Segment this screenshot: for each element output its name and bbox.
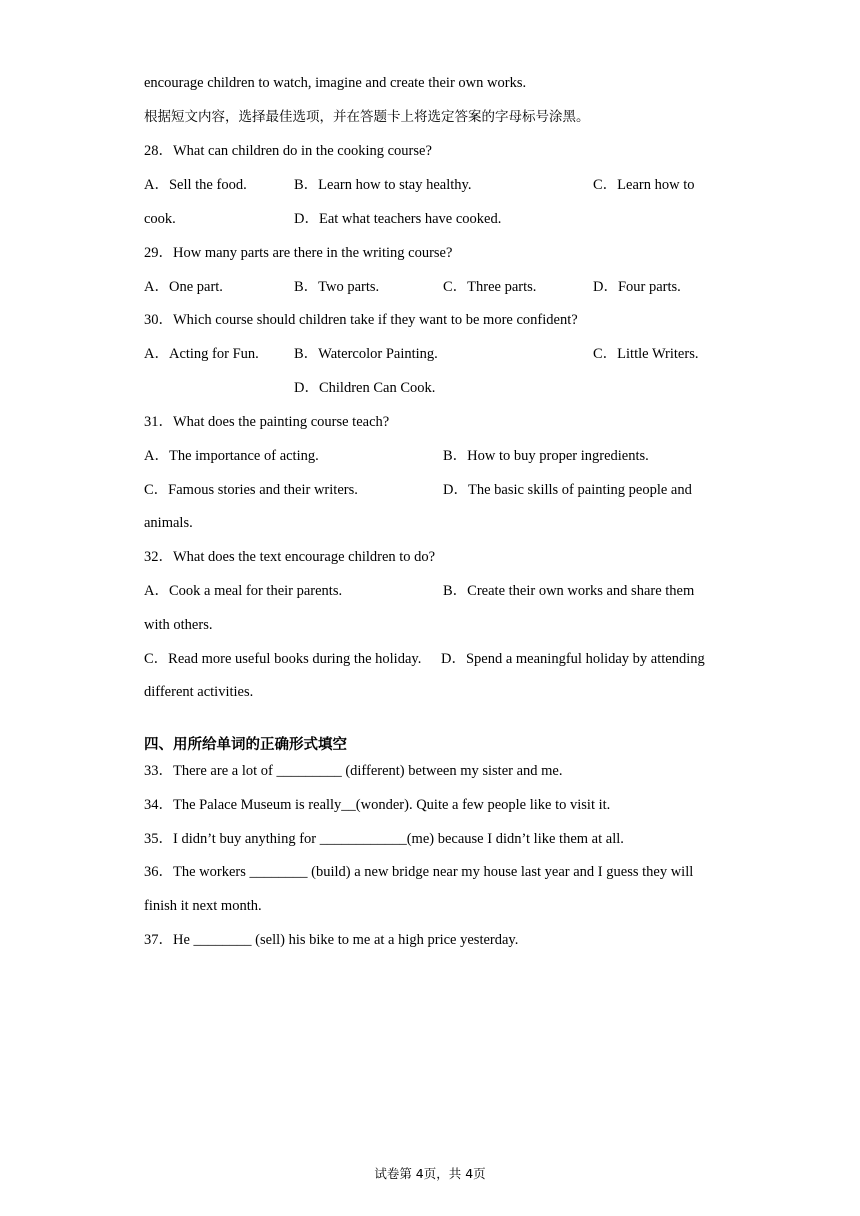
section-4-title: 四、用所给单词的正确形式填空	[144, 737, 347, 753]
question-31-option-a: A．The importance of acting.	[144, 448, 319, 464]
question-30-option-d: D．Children Can Cook.	[294, 380, 436, 396]
question-30-option-b: B．Watercolor Painting.	[294, 346, 438, 362]
question-29-stem: 29．How many parts are there in the writing course?	[144, 245, 453, 261]
question-31-option-d-continued: animals.	[144, 515, 193, 531]
question-36-continued: finish it next month.	[144, 898, 262, 914]
question-32-option-a: A．Cook a meal for their parents.	[144, 583, 343, 599]
question-32-option-b-continued: with others.	[144, 617, 213, 633]
question-29-option-b: B．Two parts.	[294, 279, 380, 295]
question-28-stem: 28．What can children do in the cooking course?	[144, 143, 432, 159]
question-31-option-b: B．How to buy proper ingredients.	[443, 448, 649, 464]
question-32-option-c: C．Read more useful books during the holiday.	[144, 651, 422, 667]
reading-instruction: 根据短文内容，选择最佳选项，并在答题卡上将选定答案的字母标号涂黑。	[144, 109, 590, 125]
question-28-option-d: D．Eat what teachers have cooked.	[294, 211, 502, 227]
question-32-stem: 32．What does the text encourage children to do?	[144, 549, 436, 565]
question-28-option-a: A．Sell the food.	[144, 177, 247, 193]
question-36: 36．The workers ________ (build) a new bridge near my house last year and I guess they will	[144, 864, 694, 880]
question-32-option-d-continued: different activities.	[144, 684, 254, 700]
question-32-option-b: B．Create their own works and share them	[443, 583, 695, 599]
question-34: 34．The Palace Museum is really__(wonder). Quite a few people like to visit it.	[144, 797, 611, 813]
page-footer: 试卷第 4页，共 4页	[374, 1166, 486, 1181]
question-30-option-a: A．Acting for Fun.	[144, 346, 259, 362]
question-29-option-c: C．Three parts.	[443, 279, 537, 295]
question-37: 37．He ________ (sell) his bike to me at a high price yesterday.	[144, 932, 519, 948]
question-32-option-d: D．Spend a meaningful holiday by attending	[441, 651, 705, 667]
question-31-stem: 31．What does the painting course teach?	[144, 414, 390, 430]
question-35: 35．I didn’t buy anything for ____________(me) because I didn’t like them at all.	[144, 831, 624, 847]
question-30-option-c: C．Little Writers.	[593, 346, 699, 362]
question-31-option-c: C．Famous stories and their writers.	[144, 482, 358, 498]
question-28-option-c-continued: cook.	[144, 211, 176, 227]
passage-last-line: encourage children to watch, imagine and create their own works.	[144, 75, 527, 91]
question-31-option-d: D．The basic skills of painting people and	[443, 482, 692, 498]
question-29-option-d: D．Four parts.	[593, 279, 681, 295]
question-33: 33．There are a lot of _________ (different) between my sister and me.	[144, 763, 563, 779]
question-28-option-c: C．Learn how to	[593, 177, 695, 193]
question-28-option-b: B．Learn how to stay healthy.	[294, 177, 472, 193]
question-30-stem: 30．Which course should children take if they want to be more confident?	[144, 312, 578, 328]
question-29-option-a: A．One part.	[144, 279, 223, 295]
